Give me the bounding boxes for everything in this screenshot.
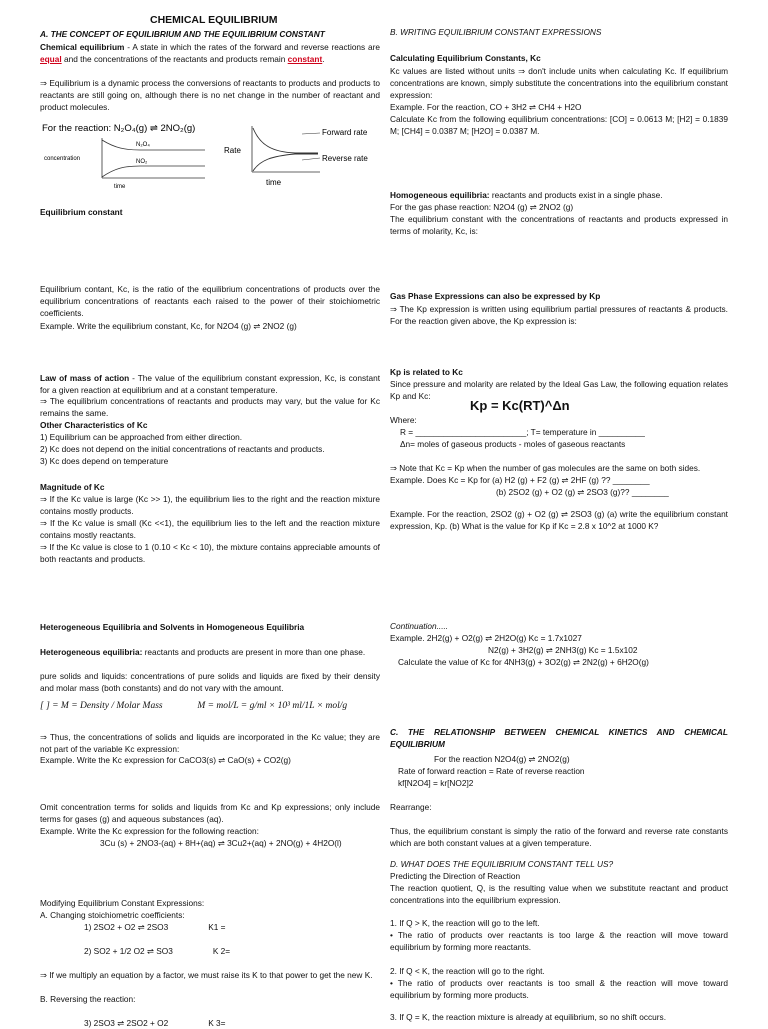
thus-equilibrium-text: Thus, the equilibrium constant is simply the ratio of the forward and reverse rate constants which are both constant values at a given temperature.	[390, 826, 728, 849]
definition-text-2: and the concentrations of the reactants and products remain	[61, 54, 288, 65]
reverse-rate-curve	[253, 154, 318, 171]
equal-highlight: equal	[40, 54, 62, 65]
mod-a-eq2	[40, 945, 424, 957]
section-a-heading: A. THE CONCEPT OF EQUILIBRIUM AND THE EQUILIBRIUM CONSTANT	[40, 29, 325, 39]
mod-b-eq3-k: K 3=	[208, 1018, 226, 1028]
molarity-formulas	[40, 700, 380, 714]
homogeneous-reaction: For the gas phase reaction: N2O4 (g) ⇌ 2NO2 (g)	[390, 202, 574, 212]
note-example-b: (b) 2SO2 (g) + O2 (g) ⇌ 2SO3 (g)?? ________	[496, 487, 669, 497]
pure-solids-text: pure solids and liquids: concentrations of pure solids and liquids are fixed by their density and molar mass (both constants) and do not vary with the amount.	[40, 671, 380, 694]
omit-example: Example. Write the Kc expression for the following reaction:	[40, 826, 259, 836]
section-c-reaction: For the reaction N2O4(g) ⇌ 2NO2(g)	[434, 754, 570, 764]
q-less-k-detail: • The ratio of products over reactants is too small & the reaction will move toward equilibrium by forming more products.	[390, 978, 728, 1001]
calc-example: Example. For the reaction, CO + 3H2 ⇌ CH4 + H2O	[390, 102, 582, 112]
where-label: Where:	[390, 415, 417, 425]
section-c-rate: Rate of forward reaction = Rate of reverse reaction	[398, 766, 585, 776]
magnitude-section	[40, 481, 380, 565]
thus-example: Example. Write the Kc expression for CaCO3(s) ⇌ CaO(s) + CO2(g)	[40, 755, 291, 765]
heterogeneous-definition	[40, 646, 380, 658]
other-characteristics	[40, 419, 380, 467]
dynamic-process-note: ⇒ Equilibrium is a dynamic process the conversions of reactants to products and products to reactants are still going on, although there is no net change in the number of reactant and product molecules.	[40, 78, 380, 113]
q-less-k: 2. If Q < K, the reaction will go to the right.	[390, 966, 545, 976]
multiply-note: ⇒ If we multiply an equation by a factor, we must raise its K to that power to get the new K.	[40, 970, 373, 980]
kp-formula-text: Kp = Kc(RT)^Δn	[470, 398, 570, 413]
homo-term: Homogeneous equilibria:	[390, 190, 490, 200]
q-greater-k-detail: • The ratio of products over reactants is too large & the reaction will move toward equilibrium by forming more reactants.	[390, 930, 728, 953]
definition-text-3: .	[322, 54, 325, 65]
n2o4-label: N₂O₄	[136, 142, 150, 148]
time-axis-label-right: time	[266, 178, 282, 187]
section-b-heading: B. WRITING EQUILIBRIUM CONSTANT EXPRESSIONS	[390, 27, 602, 37]
continuation-label: Continuation.....	[390, 621, 449, 631]
equilibrium-definition	[40, 41, 380, 65]
continuation-calc: Calculate the value of Kc for 4NH3(g) + 3O2(g) ⇌ 2N2(g) + 6H2O(g)	[398, 657, 649, 667]
law-term: Law of mass of action	[40, 373, 130, 383]
law-note: ⇒ The equilibrium concentrations of reactants and products may vary, but the value for Kc remains the same.	[40, 396, 380, 419]
mod-a-eq2-reaction: 2) SO2 + 1/2 O2 ⇌ SO3	[84, 946, 173, 956]
list-item: ⇒ If the Kc value is large (Kc >> 1), the equilibrium lies to the right and the reaction mixture contains mostly products.	[40, 494, 380, 517]
section-c-heading: C. THE RELATIONSHIP BETWEEN CHEMICAL KINETICS AND CHEMICAL EQUILIBRIUM	[390, 727, 728, 750]
definition-term: Chemical equilibrium	[40, 42, 125, 52]
list-item: 1) Equilibrium can be approached from either direction.	[40, 432, 242, 443]
calc-given: Calculate Kc from the following equilibrium concentrations: [CO] = 0.0613 M; [H2] = 0.1839 M; [CH4] = 0.0387 M; [H2O] = 0.0387 M.	[390, 114, 728, 137]
kc-definition: Equilibrium contant, Kc, is the ratio of the equilibrium concentrations of products over the equilibrium concentrations of reactants each raised to the power of their stoichiometric coefficients.	[40, 284, 380, 319]
mod-a-heading: A. Changing stoichiometric coefficients:	[40, 910, 185, 920]
constant-highlight: constant	[287, 54, 323, 65]
mod-b-eq3-reaction: 3) 2SO3 ⇌ 2SO2 + O2	[84, 1018, 169, 1028]
list-item: ⇒ If the Kc value is small (Kc <<1), the equilibrium lies to the left and the reaction mixture contains mostly reactants.	[40, 518, 380, 541]
formula-left: [ ] = M = Density / Molar Mass	[40, 701, 163, 711]
law-of-mass-action	[40, 372, 380, 396]
modifying-heading: Modifying Equilibrium Constant Expressions:	[40, 898, 205, 908]
rearrange-label: Rearrange:	[390, 802, 432, 812]
gas-phase-text: ⇒ The Kp expression is written using equilibrium partial pressures of reactants & products. For the reaction given above, the Kp expression is:	[390, 304, 728, 327]
note-example-a: Example. Does Kc = Kp for (a) H2 (g) + F2 (g) ⇌ 2HF (g) ?? ________	[390, 475, 650, 485]
no2-label: NO₂	[136, 159, 148, 165]
forward-rate-curve	[253, 128, 318, 153]
mod-b-heading: B. Reversing the reaction:	[40, 994, 136, 1004]
rate-axis-label: Rate	[224, 146, 241, 155]
law-text: - The value of the equilibrium constant expression, Kc, is constant for a given reaction at equilibrium and at a constant temperature.	[40, 373, 381, 396]
concentration-axis-label: concentration	[44, 156, 81, 162]
homo-text: reactants and products exist in a single phase.	[489, 190, 663, 200]
omit-reaction: 3Cu (s) + 2NO3-(aq) + 8H+(aq) ⇌ 3Cu2+(aq) + 2NO(g) + 4H2O(l)	[100, 838, 342, 848]
time-axis-label-left: time	[114, 184, 126, 190]
mod-a-eq1-reaction: 1) 2SO2 + O2 ⇌ 2SO3	[84, 922, 169, 932]
continuation-example-1: Example. 2H2(g) + O2(g) ⇌ 2H2O(g) Kc = 1.7x1027	[390, 633, 582, 643]
hetero-term: Heterogeneous equilibria:	[40, 647, 143, 657]
homogeneous-expression: The equilibrium constant with the concentrations of reactants and products expressed in terms of molarity, Kc, is:	[390, 214, 728, 237]
section-d-heading: D. WHAT DOES THE EQUILIBRIUM CONSTANT TELL US?	[390, 859, 614, 869]
formula-right: M = mol/L = g/ml × 10³ ml/1L × mol/g	[197, 701, 348, 711]
section-c-rate-eq: kf[N2O4] = kr[NO2]2	[398, 778, 474, 788]
where-r: R = ________________________; T= temperature in __________	[400, 427, 645, 437]
list-item: 3) Kc does depend on temperature	[40, 456, 169, 467]
kc-example: Example. Write the equilibrium constant, Kc, for N2O4 (g) ⇌ 2NO2 (g)	[40, 321, 297, 331]
equilibrium-constant-heading: Equilibrium constant	[40, 207, 123, 217]
definition-text: - A state in which the rates of the forward and reverse reactions are	[124, 42, 380, 52]
page-title: CHEMICAL EQUILIBRIUM	[150, 14, 278, 26]
note-text: ⇒ Note that Kc = Kp when the number of gas molecules are the same on both sides.	[390, 463, 701, 473]
heterogeneous-heading: Heterogeneous Equilibria and Solvents in Homogeneous Equilibria	[40, 622, 305, 632]
kp-related-text: Since pressure and molarity are related by the Ideal Gas Law, the following equation relates Kp and Kc:	[390, 379, 728, 402]
hetero-text: reactants and products are present in more than one phase.	[142, 647, 366, 657]
no2-curve	[102, 166, 205, 177]
homogeneous-definition	[390, 189, 728, 201]
diagram-reaction-label: For the reaction: N₂O₄(g) ⇌ 2NO₂(g)	[42, 123, 196, 134]
reverse-rate-label: Reverse rate	[322, 154, 368, 163]
list-item: 2) Kc does not depend on the initial concentrations of reactants and products.	[40, 444, 325, 455]
mod-b-eq3	[40, 1017, 424, 1029]
where-dn: Δn= moles of gaseous products - moles of gaseous reactants	[400, 439, 626, 449]
calc-heading: Calculating Equilibrium Constants, Kc	[390, 53, 541, 63]
calc-text: Kc values are listed without units ⇒ don't include units when calculating Kc. If equilibrium concentrations are known, simply substitute the concentrations into the equilibrium constant expression:	[390, 66, 728, 101]
other-heading: Other Characteristics of Kc	[40, 420, 148, 430]
predict-heading: Predicting the Direction of Reaction	[390, 871, 521, 881]
omit-text: Omit concentration terms for solids and liquids from Kc and Kp expressions; only include terms for gases (g) and aqueous substances (aq).	[40, 802, 380, 825]
mod-a-eq1	[40, 921, 424, 933]
predict-text: The reaction quotient, Q, is the resulting value when we substitute reactant and product concentrations into the equilibrium expression.	[390, 883, 728, 906]
mod-a-eq1-k: K1 =	[208, 922, 226, 932]
equilibrium-diagram	[40, 120, 380, 192]
magnitude-heading: Magnitude of Kc	[40, 482, 105, 492]
example-kp: Example. For the reaction, 2SO2 (g) + O2 (g) ⇌ 2SO3 (g) (a) write the equilibrium constant expression, Kp. (b) What is the value for Kp if Kc = 2.8 x 10^2 at 1000 K?	[390, 509, 728, 532]
gas-phase-heading: Gas Phase Expressions can also be expressed by Kp	[390, 291, 601, 301]
continuation-example-2: N2(g) + 3H2(g) ⇌ 2NH3(g) Kc = 1.5x102	[488, 645, 638, 655]
mod-a-eq2-k: K 2=	[212, 946, 231, 956]
q-greater-k: 1. If Q > K, the reaction will go to the left.	[390, 918, 540, 928]
kp-related-heading: Kp is related to Kc	[390, 367, 463, 377]
list-item: ⇒ If the Kc value is close to 1 (0.10 < Kc < 10), the mixture contains appreciable amounts of both reactants and products.	[40, 542, 380, 565]
q-equals-k: 3. If Q = K, the reaction mixture is already at equilibrium, so no shift occurs.	[390, 1012, 666, 1022]
thus-text: ⇒ Thus, the concentrations of solids and liquids are incorporated in the Kc value; they are not part of the variable Kc expression:	[40, 732, 380, 755]
n2o4-curve	[102, 140, 205, 150]
forward-rate-label: Forward rate	[322, 128, 368, 137]
